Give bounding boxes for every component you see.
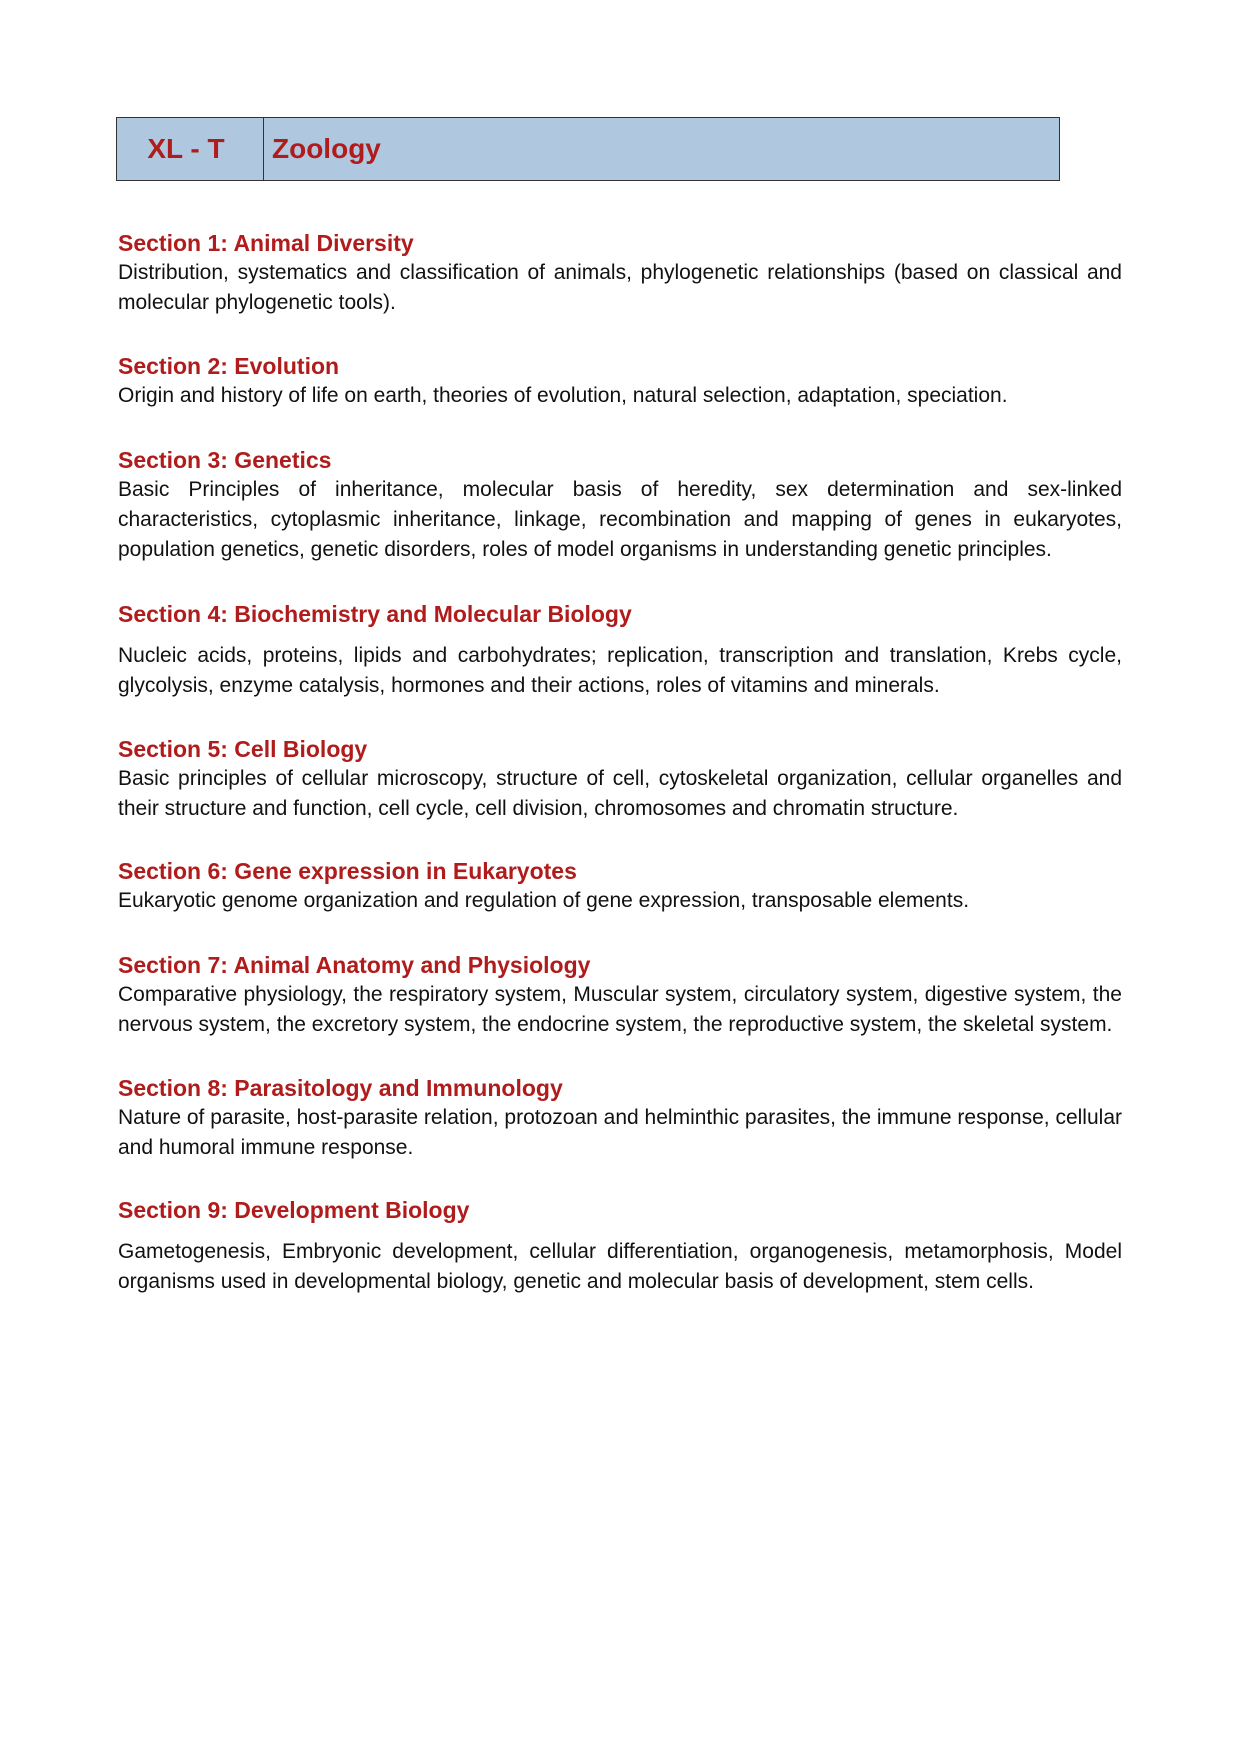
section-body: Basic Principles of inheritance, molecular basis of heredity, sex determination and sex-linked characteristics, cytoplasmic inheritance, linkage, recombination and mapping of genes in eukaryotes, population genetics, genetic disorders, roles of model organisms in understanding genetic principles.	[118, 478, 1122, 561]
section-title: Section 8: Parasitology and Immunology	[118, 1075, 563, 1101]
section-body: Origin and history of life on earth, theories of evolution, natural selection, adaptation, speciation.	[118, 384, 1008, 407]
section-body: Gametogenesis, Embryonic development, cellular differentiation, organogenesis, metamorphosis, Model organisms used in developmental biology, genetic and molecular basis of development, stem cells.	[118, 1240, 1122, 1293]
section-body: Nucleic acids, proteins, lipids and carbohydrates; replication, transcription and translation, Krebs cycle, glycolysis, enzyme catalysis, hormones and their actions, roles of vitamins and minerals.	[118, 644, 1122, 697]
section-title: Section 3: Genetics	[118, 447, 332, 473]
section-title: Section 2: Evolution	[118, 353, 340, 379]
section-title: Section 9: Development Biology	[118, 1197, 470, 1223]
section-title: Section 6: Gene expression in Eukaryotes	[118, 858, 577, 884]
section-body: Comparative physiology, the respiratory system, Muscular system, circulatory system, digestive system, the nervous system, the excretory system, the endocrine system, the reproductive system, the skeletal system.	[118, 983, 1122, 1036]
section-animal-diversity	[118, 228, 1122, 318]
section-body: Distribution, systematics and classification of animals, phylogenetic relationships (based on classical and molecular phylogenetic tools).	[118, 261, 1122, 314]
section-cell-biology	[118, 734, 1122, 824]
syllabus-content	[118, 228, 1122, 1297]
section-body: Nature of parasite, host-parasite relation, protozoan and helminthic parasites, the immune response, cellular and humoral immune response.	[118, 1106, 1122, 1159]
subject-header-table	[116, 117, 1060, 181]
section-body: Eukaryotic genome organization and regulation of gene expression, transposable elements.	[118, 889, 970, 912]
section-title: Section 1: Animal Diversity	[118, 230, 414, 256]
section-parasitology-immunology	[118, 1073, 1122, 1163]
section-title: Section 5: Cell Biology	[118, 736, 368, 762]
section-title: Section 4: Biochemistry and Molecular Biology	[118, 601, 632, 627]
subject-title: Zoology	[272, 133, 381, 164]
section-gene-expression	[118, 856, 1122, 916]
section-body: Basic principles of cellular microscopy, structure of cell, cytoskeletal organization, cellular organelles and their structure and function, cell cycle, cell division, chromosomes and chromatin structure.	[118, 767, 1122, 820]
section-anatomy-physiology	[118, 950, 1122, 1040]
section-development-biology	[118, 1195, 1122, 1297]
section-genetics	[118, 445, 1122, 565]
section-title: Section 7: Animal Anatomy and Physiology	[118, 952, 591, 978]
section-evolution	[118, 351, 1122, 411]
paper-code: XL - T	[117, 118, 264, 180]
section-biochemistry	[118, 599, 1122, 701]
